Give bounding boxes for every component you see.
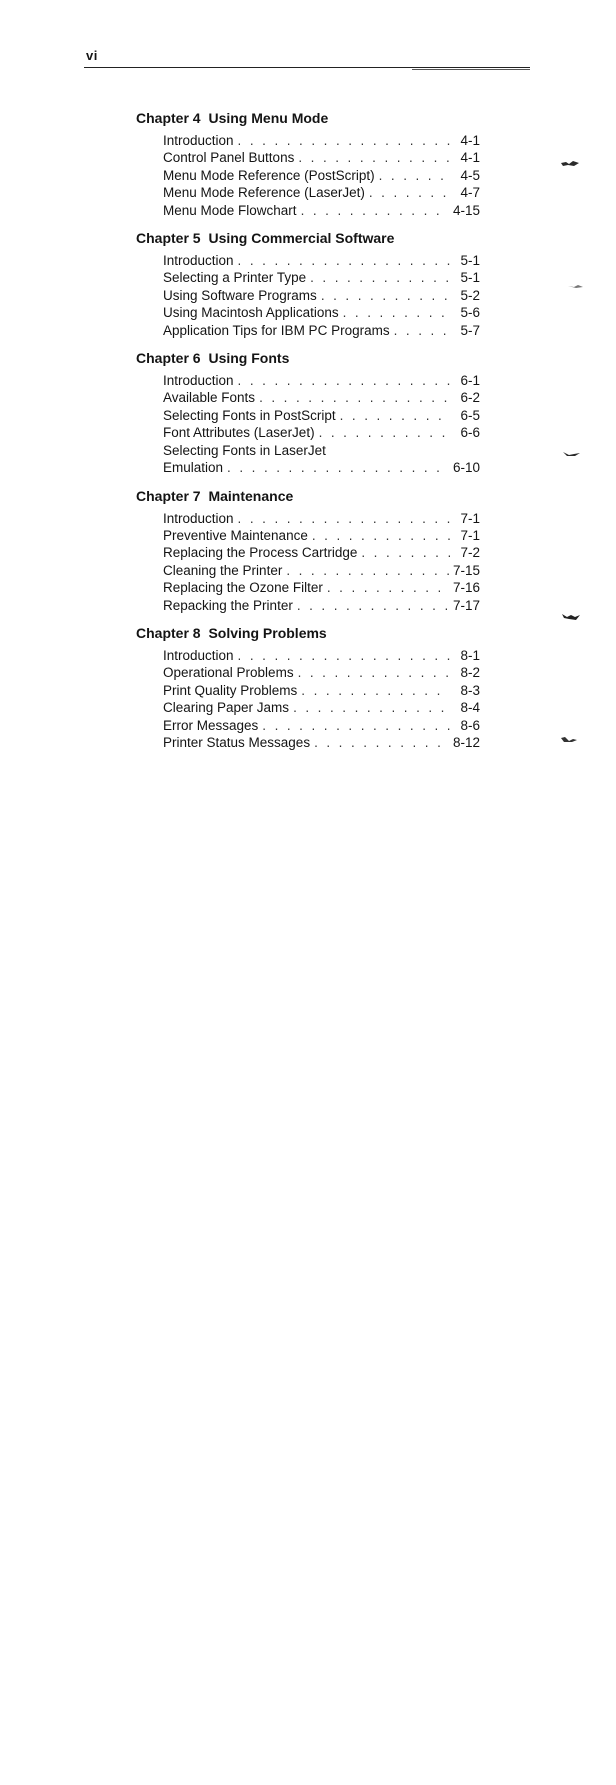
- entry-page: 7-1: [460, 510, 480, 526]
- entry-page: 5-7: [460, 322, 480, 338]
- entry-title: Menu Mode Flowchart: [163, 202, 297, 218]
- entry-page: 5-1: [460, 270, 480, 286]
- dot-leader: [297, 597, 449, 614]
- header-rule: [84, 67, 530, 68]
- chapter-title: Using Fonts: [208, 350, 290, 367]
- entry-title: Printer Status Messages: [163, 734, 311, 750]
- toc-entry[interactable]: [163, 304, 480, 321]
- scan-blot-mark: [562, 450, 582, 458]
- entry-page: 8-12: [452, 734, 480, 750]
- entry-title: Error Messages: [163, 717, 259, 733]
- entry-title: Replacing the Process Cartridge: [163, 545, 358, 561]
- entry-page: 7-16: [452, 580, 480, 596]
- entry-page: 6-1: [460, 373, 480, 389]
- toc-entry[interactable]: [163, 167, 480, 184]
- toc-entry[interactable]: [163, 269, 480, 286]
- dot-leader: [340, 407, 450, 424]
- entry-title: Available Fonts: [163, 390, 256, 406]
- entry-page: 5-6: [460, 305, 480, 321]
- entry-page: 6-10: [452, 460, 480, 476]
- entry-title: Selecting a Printer Type: [163, 270, 307, 286]
- chapter-7: [136, 486, 480, 614]
- dot-leader: [369, 184, 450, 201]
- entry-page: 8-1: [460, 647, 480, 663]
- toc-entry[interactable]: [163, 647, 480, 664]
- dot-leader: [227, 459, 449, 476]
- toc-entry[interactable]: [163, 149, 480, 166]
- chapter-heading: [136, 486, 480, 506]
- entry-title: Clearing Paper Jams: [163, 700, 290, 716]
- entry-title: Menu Mode Reference (LaserJet): [163, 185, 365, 201]
- entry-page: 5-2: [460, 287, 480, 303]
- dot-leader: [379, 167, 450, 184]
- entry-title: Using Software Programs: [163, 287, 317, 303]
- chapter-number: Chapter 5: [136, 230, 201, 247]
- entry-title: Cleaning the Printer: [163, 562, 283, 578]
- dot-leader: [361, 544, 450, 561]
- chapter-4: [136, 108, 480, 219]
- toc-entry[interactable]: [163, 202, 480, 219]
- entry-title: Control Panel Buttons: [163, 150, 295, 166]
- toc-entry[interactable]: [163, 682, 480, 699]
- entry-page: 4-1: [460, 150, 480, 166]
- entry-title: Selecting Fonts in PostScript: [163, 407, 336, 423]
- chapter-title: Using Commercial Software: [208, 230, 395, 247]
- chapter-heading: [136, 228, 480, 248]
- toc-entry[interactable]: [163, 287, 480, 304]
- dot-leader: [259, 389, 450, 406]
- entry-page: 4-1: [460, 133, 480, 148]
- toc-entry[interactable]: [163, 407, 480, 424]
- dot-leader: [301, 202, 449, 219]
- toc-entry[interactable]: [163, 699, 480, 716]
- scan-blot-mark: [561, 613, 581, 621]
- entry-page: 7-2: [460, 545, 480, 561]
- scan-blot-mark: [560, 160, 580, 168]
- entry-page: 4-5: [460, 167, 480, 183]
- entry-title: Menu Mode Reference (PostScript): [163, 167, 375, 183]
- dot-leader: [238, 510, 450, 527]
- chapter-title: Using Menu Mode: [208, 110, 329, 126]
- chapter-number: Chapter 7: [136, 487, 201, 504]
- toc-entry[interactable]: [163, 527, 480, 544]
- toc-entry[interactable]: [163, 184, 480, 201]
- toc-entry[interactable]: [163, 562, 480, 579]
- entry-title: Preventive Maintenance: [163, 527, 308, 543]
- chapter-8: [136, 623, 480, 751]
- toc-entry[interactable]: [163, 579, 480, 596]
- entry-page: 4-15: [452, 202, 480, 218]
- entry-title: Introduction: [163, 133, 234, 148]
- dot-leader: [394, 322, 450, 339]
- entry-title-line2: Emulation: [163, 460, 224, 476]
- chapter-title: Solving Problems: [208, 624, 327, 641]
- entry-page: 6-2: [460, 390, 480, 406]
- toc-entry[interactable]: [163, 389, 480, 406]
- dot-leader: [312, 527, 450, 544]
- toc-entry[interactable]: [163, 372, 480, 389]
- dot-leader: [238, 372, 450, 389]
- entry-title: Introduction: [163, 510, 234, 526]
- entry-title: Introduction: [163, 253, 234, 269]
- toc-entry[interactable]: [163, 132, 480, 149]
- page-number: vi: [86, 48, 98, 63]
- entry-page: 8-4: [460, 700, 480, 716]
- entry-page: 8-2: [460, 665, 480, 681]
- dot-leader: [238, 132, 450, 149]
- entry-title: Operational Problems: [163, 665, 294, 681]
- toc-entry[interactable]: [163, 717, 480, 734]
- scan-blot-mark: [560, 736, 580, 744]
- dot-leader: [293, 699, 450, 716]
- chapter-5: [136, 228, 480, 339]
- entry-page: 7-17: [452, 597, 480, 613]
- entry-title: Print Quality Problems: [163, 682, 298, 698]
- dot-leader: [301, 682, 450, 699]
- entry-page: 8-3: [460, 682, 480, 698]
- entry-page: 6-6: [460, 425, 480, 441]
- toc-entry[interactable]: [163, 510, 480, 527]
- toc-entry[interactable]: [163, 442, 480, 477]
- table-of-contents: [136, 108, 480, 760]
- chapter-6: [136, 348, 480, 476]
- entry-page: 8-6: [460, 717, 480, 733]
- dot-leader: [319, 424, 450, 441]
- dot-leader: [327, 579, 449, 596]
- entry-title: Repacking the Printer: [163, 597, 293, 613]
- dot-leader: [238, 647, 450, 664]
- entry-page: 5-1: [460, 253, 480, 269]
- dot-leader: [262, 717, 450, 734]
- toc-entry[interactable]: [163, 664, 480, 681]
- toc-entry[interactable]: [163, 322, 480, 339]
- dot-leader: [314, 734, 449, 751]
- chapter-heading: [136, 623, 480, 643]
- dot-leader: [298, 664, 450, 681]
- entry-page: 7-15: [452, 562, 480, 578]
- dot-leader: [286, 562, 449, 579]
- entry-page: 4-7: [460, 185, 480, 201]
- toc-entry[interactable]: [163, 252, 480, 269]
- dot-leader: [298, 149, 450, 166]
- dot-leader: [343, 304, 450, 321]
- chapter-number: Chapter 8: [136, 624, 201, 641]
- entry-title: Replacing the Ozone Filter: [163, 580, 323, 596]
- dot-leader: [310, 269, 450, 286]
- chapter-number: Chapter 4: [136, 110, 201, 126]
- entry-title: Introduction: [163, 373, 234, 389]
- entry-title: Font Attributes (LaserJet): [163, 425, 315, 441]
- toc-entry[interactable]: [163, 734, 480, 751]
- chapter-title: Maintenance: [208, 487, 294, 504]
- dot-leader: [238, 252, 450, 269]
- entry-title: Application Tips for IBM PC Programs: [163, 322, 390, 338]
- header-rule-right: [412, 69, 530, 70]
- chapter-heading: [136, 108, 480, 128]
- entry-title: Using Macintosh Applications: [163, 305, 339, 321]
- chapter-number: Chapter 6: [136, 350, 201, 367]
- entry-page: 6-5: [460, 407, 480, 423]
- entry-title-line1: Selecting Fonts in LaserJet: [163, 442, 326, 458]
- toc-entry[interactable]: [163, 424, 480, 441]
- scan-blot-mark: [566, 283, 586, 291]
- toc-entry[interactable]: [163, 544, 480, 561]
- chapter-heading: [136, 348, 480, 368]
- entry-title: Introduction: [163, 647, 234, 663]
- entry-page: 7-1: [460, 527, 480, 543]
- dot-leader: [321, 287, 450, 304]
- toc-entry[interactable]: [163, 597, 480, 614]
